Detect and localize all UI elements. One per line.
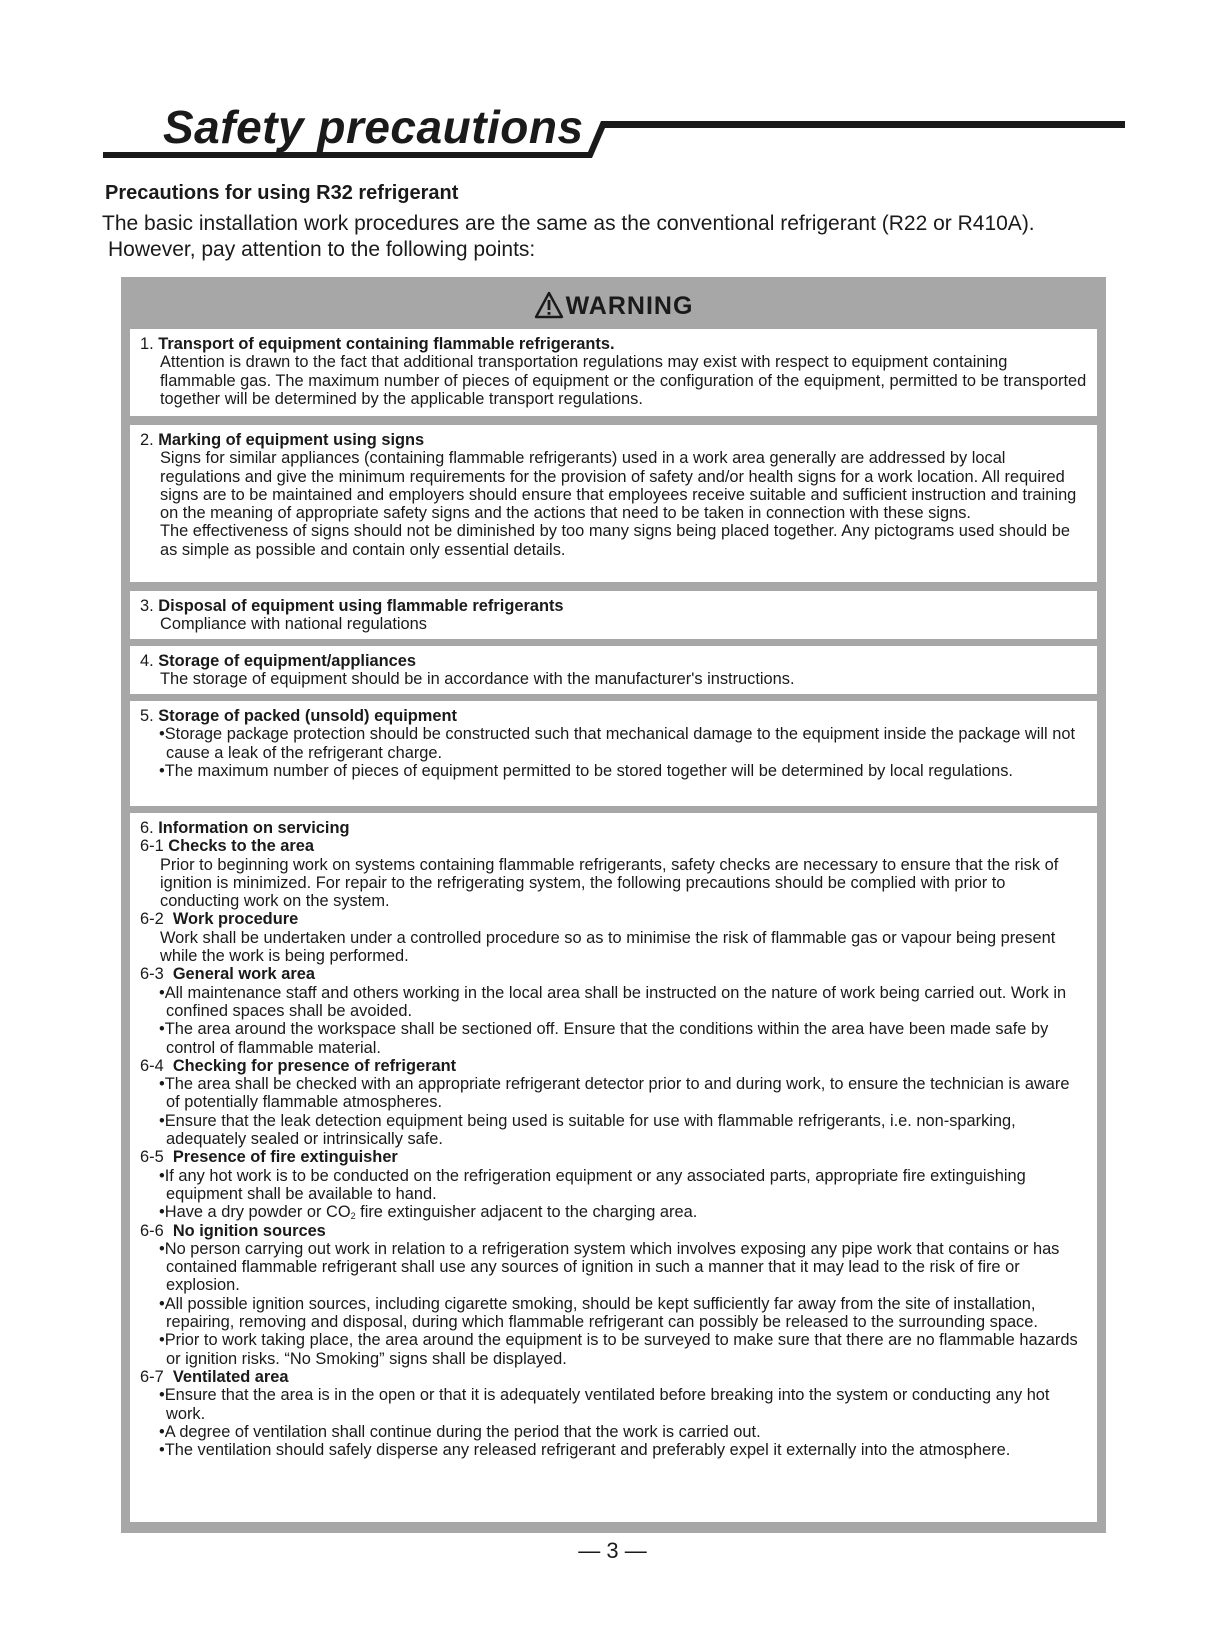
item-heading: Transport of equipment containing flammable refrigerants. (158, 335, 615, 353)
subsection-heading: 6-7 Ventilated area (140, 1367, 289, 1386)
list-item: •The area shall be checked with an appropriate refrigerant detector prior to and during work, to ensure the technician is aware of potentially flammable atmospheres. (159, 1075, 1070, 1112)
list-item: •A degree of ventilation shall continue during the period that the work is carried out. (159, 1422, 761, 1441)
warning-triangle-icon (534, 291, 564, 319)
subsection-heading: 6-2 Work procedure (140, 910, 299, 929)
page-header (0, 0, 1225, 175)
list-item: •Ensure that the leak detection equipment being used is suitable for use with flammable refrigerants, i.e. non-sparking, adequately sealed or intrinsically safe. (159, 1111, 1016, 1149)
list-item-co2: •Have a dry powder or $CO_2$ fire extinguisher adjacent to the charging area. (159, 1203, 698, 1222)
subsection-heading: 6-6 No ignition sources (140, 1221, 326, 1240)
warning-item-2: 2. Marking of equipment using signs Signs for similar appliances (containing flammable refrigerants) used in a work area generally are addressed by local regulations and give the minimum requirements for the provision of safety and/or health signs for a work location. All required signs are to be maintained and employers should ensure that employees receive suitable and sufficient instruction and training on the meaning of appropriate safety signs and the actions that need to be taken in connection with these signs. The effectiveness of signs should not be diminished by too many signs being placed together. Any pictograms used should be as simple as possible and contain only essential details. (130, 425, 1097, 582)
subsection-heading: 6-5 Presence of fire extinguisher (140, 1148, 398, 1167)
intro-text (102, 211, 1035, 263)
list-item: •Ensure that the area is in the open or that it is adequately ventilated before breaking into the system or conducting any hot work. (159, 1386, 1050, 1423)
list-item: •No person carrying out work in relation to a refrigeration system which involves exposing any pipe work that contains or has contained flammable refrigerant shall use any sources of ignition in such a manner that it may lead to the risk of fire or explosion. (159, 1239, 1060, 1295)
item-heading: Storage of equipment/appliances (158, 652, 416, 670)
warning-item-1: 1. Transport of equipment containing flammable refrigerants. Attention is drawn to the fact that additional transportation regulations may exist with respect to equipment containing flammable gas. The maximum number of pieces of equipment or the configuration of the equipment, permitted to be transported together will be determined by the applicable transport regulations. (130, 329, 1097, 416)
item-body: Attention is drawn to the fact that additional transportation regulations may exist with respect to equipment containing flammable gas. The maximum number of pieces of equipment or the configuration of the equipment, permitted to be transported together will be determined by the applicable transport regulations. (160, 353, 1087, 408)
item-body-2: The effectiveness of signs should not be diminished by too many signs being placed together. Any pictograms used should be as simple as possible and contain only essential details. (160, 522, 1070, 559)
item-body: Compliance with national regulations (160, 615, 427, 634)
subsection-heading: 6-4 Checking for presence of refrigerant (140, 1056, 457, 1075)
list-item: •The maximum number of pieces of equipment permitted to be stored together will be determined by local regulations. (159, 761, 1013, 780)
warning-item-4: 4. Storage of equipment/appliances The storage of equipment should be in accordance with the manufacturer's instructions. (130, 646, 1097, 694)
subsection-text: Work shall be undertaken under a controlled procedure so as to minimise the risk of flammable gas or vapour being present while the work is being performed. (160, 928, 1056, 966)
section-title: Precautions for using R32 refrigerant (105, 182, 459, 204)
warning-panel (121, 277, 1106, 1533)
list-item: •All possible ignition sources, including cigarette smoking, should be kept sufficiently far away from the site of installation, repairing, removing and disposal, during which flammable refrigerant can possibly be released to the surrounding space. (159, 1294, 1038, 1332)
intro-line-1: The basic installation work procedures are the same as the conventional refrigerant (R22 or R410A). (102, 212, 1035, 235)
item-heading: Information on servicing (158, 819, 350, 837)
list-item: •The ventilation should safely disperse any released refrigerant and preferably expel it externally into the atmosphere. (159, 1441, 1011, 1460)
subsection-text: Prior to beginning work on systems containing flammable refrigerants, safety checks are necessary to ensure that the risk of ignition is minimized. For repair to the refrigerating system, the following precautions should be complied with prior to conducting work on the system. (160, 855, 1059, 911)
warning-label: WARNING (565, 292, 694, 320)
warning-heading (121, 291, 1106, 321)
item-heading: Disposal of equipment using flammable refrigerants (158, 597, 564, 615)
item-body: The storage of equipment should be in accordance with the manufacturer's instructions. (160, 670, 795, 689)
item-body: Signs for similar appliances (containing flammable refrigerants) used in a work area generally are addressed by local regulations and give the minimum requirements for the provision of safety and/or health signs for a work location. All required signs are to be maintained and employers should ensure that employees receive suitable and sufficient instruction and training on the meaning of appropriate safety signs and the actions that need to be taken in connection with these signs. (160, 449, 1077, 523)
list-item: •If any hot work is to be conducted on the refrigeration equipment or any associated parts, appropriate fire extinguishing equipment shall be available to hand. (159, 1166, 1026, 1203)
item-heading: Storage of packed (unsold) equipment (158, 707, 457, 725)
warning-item-6: 6. Information on servicing 6-1 Checks to the area Prior to beginning work on systems containing flammable refrigerants, safety checks are necessary to ensure that the risk of ignition is minimized. For repair to the refrigerating system, the following precautions should be complied with prior to conducting work on the system. 6-2 Work procedure Work shall be undertaken under a controlled procedure so as to minimise the risk of flammable gas or vapour being present while the work is being performed. 6-3 General work area •All maintenance staff and others working in the local area shall be instructed on the nature of work being carried out. Work in confined spaces shall be avoided. •The area around the workspace shall be sectioned off. Ensure that the conditions within the area have been made safe by control of flammable material. 6-4 Checking for presence of refrigerant •The area shall be checked with an appropriate refrigerant detector prior to and during work, to ensure the technician is aware of potentially flammable atmospheres. •Ensure that the leak detection equipment being used is suitable for use with flammable refrigerants, i.e. non-sparking, adequately sealed or intrinsically safe. 6-5 Presence of fire extinguisher •If any hot work is to be conducted on the refrigeration equipment or any associated parts, appropriate fire extinguishing equipment shall be available to hand. •Have a dry powder or $CO_2$ fire extinguisher adjacent to the charging area. 6-6 No ignition sources •No person carrying out work in relation to a refrigeration system which involves exposing any pipe work that contains or has contained flammable refrigerant shall use any sources of ignition in such a manner that it may lead to the risk of fire or explosion. •All possible ignition sources, including cigarette smoking, should be kept sufficiently far away from the site of installation, repairing, removing and disposal, during which flammable refrigerant can possibly be released to the surrounding space. •Prior to work taking place, the area around the equipment is to be surveyed to make sure that there are no flammable hazards or ignition risks. “No Smoking” signs shall be displayed. 6-7 Ventilated area •Ensure that the area is in the open or that it is adequately ventilated before breaking into the system or conducting any hot work. •A degree of ventilation shall continue during the period that the work is carried out. •The ventilation should safely disperse any released refrigerant and preferably expel it externally into the atmosphere. (130, 813, 1097, 1522)
list-item: •All maintenance staff and others working in the local area shall be instructed on the nature of work being carried out. Work in confined spaces shall be avoided. (159, 983, 1067, 1020)
warning-item-5: 5. Storage of packed (unsold) equipment •Storage package protection should be constructed such that mechanical damage to the equipment inside the package will not cause a leak of the refrigerant charge. •The maximum number of pieces of equipment permitted to be stored together will be determined by local regulations. (130, 701, 1097, 806)
list-item: •Prior to work taking place, the area around the equipment is to be surveyed to make sure that there are no flammable hazards or ignition risks. “No Smoking” signs shall be displayed. (159, 1331, 1078, 1368)
page-number: — 3 — (578, 1538, 647, 1563)
intro-line-2: However, pay attention to the following points: (108, 238, 536, 261)
subsection-heading: 6-3 General work area (140, 965, 315, 984)
list-item: •The area around the workspace shall be sectioned off. Ensure that the conditions within the area have been made safe by control of flammable material. (159, 1020, 1049, 1057)
list-item: •Storage package protection should be constructed such that mechanical damage to the equipment inside the package will not cause a leak of the refrigerant charge. (159, 725, 1075, 762)
warning-item-3: 3. Disposal of equipment using flammable refrigerants Compliance with national regulations (130, 591, 1097, 639)
item-heading: Marking of equipment using signs (158, 431, 425, 449)
subsection-heading: 6-1 Checks to the area (140, 837, 315, 856)
page-title: Safety precautions (163, 101, 584, 153)
